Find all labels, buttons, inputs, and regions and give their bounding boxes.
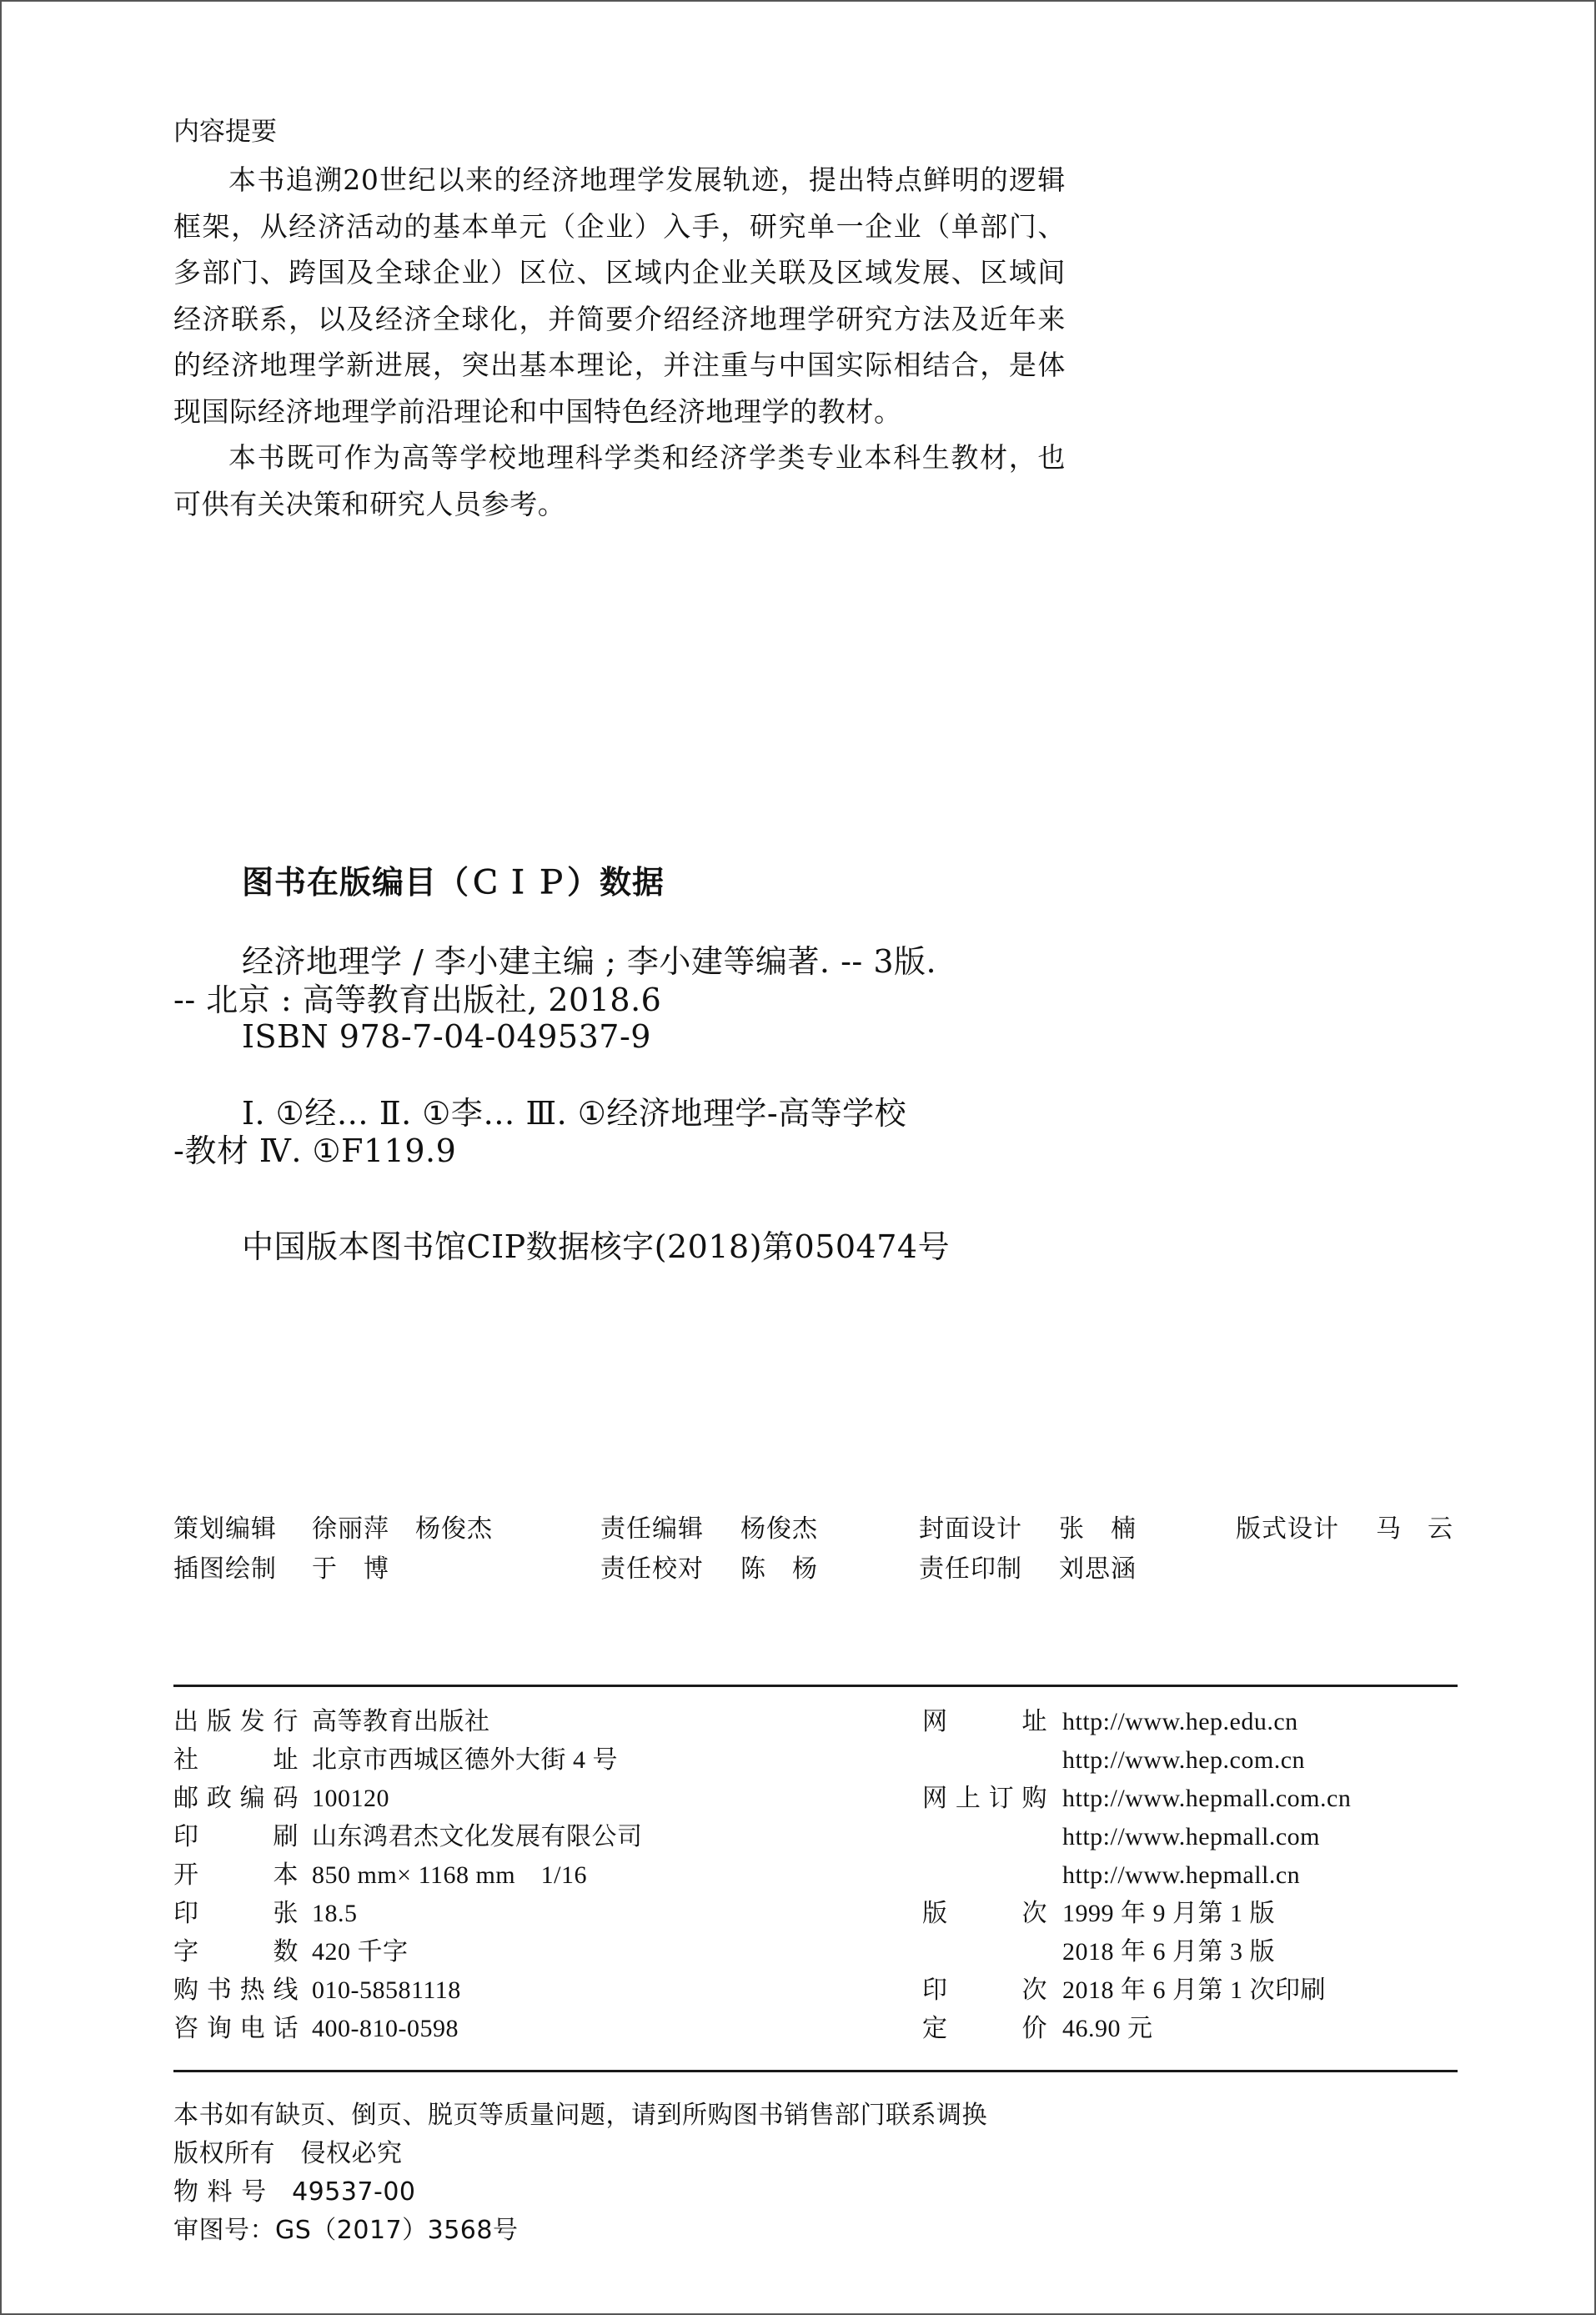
credit-label: 封面设计 xyxy=(919,1514,1022,1544)
pub-left-label xyxy=(173,1782,299,1815)
divider xyxy=(173,2070,1458,2072)
pub-left-value: 100120 xyxy=(312,1785,389,1812)
pub-left-label-char: 书 xyxy=(206,1976,233,2005)
material-number: 物 料 号 49537-00 xyxy=(173,2177,416,2207)
credit-label: 策划编辑 xyxy=(173,1514,277,1544)
credit-value: 杨俊杰 xyxy=(740,1514,818,1544)
pub-left-label-char: 张 xyxy=(273,1899,299,1928)
pub-left-label-char: 刷 xyxy=(273,1822,299,1851)
pub-right-value: 1999 年 9 月第 1 版 xyxy=(1062,1900,1275,1927)
pub-left-label-char: 电 xyxy=(239,2014,266,2043)
pub-left-label xyxy=(173,2012,299,2046)
pub-right-label-char: 版 xyxy=(922,1899,948,1928)
pub-right-value: http://www.hepmall.com xyxy=(1062,1823,1321,1850)
abstract-paragraph: 本书追溯20世纪以来的经济地理学发展轨迹，提出特点鲜明的逻辑框架，从经济活动的基本单元（企业）入手，研究单一企业（单部门、多部门、跨国及全球企业）区位、区域内企业关联及区域发展、区域间经济联系，以及经济全球化，并简要介绍经济地理学研究方法及近年来的经济地理学新进展，突出基本理论，并注重与中国实际相结合，是体现国际经济地理学前沿理论和中国特色经济地理学的教材。 xyxy=(173,163,1066,428)
pub-right-label-char: 价 xyxy=(1021,2014,1047,2043)
pub-left-label-char: 开 xyxy=(173,1861,199,1890)
pub-left-label-char: 咨 xyxy=(173,2014,199,2043)
pub-left-label xyxy=(173,1744,299,1777)
pub-left-label xyxy=(173,1936,299,1969)
pub-right-label-char: 次 xyxy=(1021,1976,1047,2005)
pub-left-label-char: 码 xyxy=(273,1784,299,1813)
pub-right-label xyxy=(922,1705,1047,1739)
cip-publisher-line: -- 北京 : 高等教育出版社, 2018.6 xyxy=(173,982,662,1018)
pub-right-value: http://www.hepmall.com.cn xyxy=(1062,1785,1352,1812)
abstract-title: 内容提要 xyxy=(173,117,277,147)
credit-value: 张 楠 xyxy=(1059,1514,1137,1544)
pub-left-value: 18.5 xyxy=(312,1900,358,1927)
pub-left-label-char: 线 xyxy=(273,1976,299,2005)
pub-left-label-char: 版 xyxy=(206,1707,233,1736)
pub-left-label-char: 印 xyxy=(173,1899,199,1928)
pub-right-label-char: 印 xyxy=(922,1976,948,2005)
pub-left-label-char: 购 xyxy=(173,1976,199,2005)
pub-left-label-char: 话 xyxy=(273,2014,299,2043)
pub-left-value: 010-58581118 xyxy=(312,1976,461,2004)
credit-value: 徐丽萍 杨俊杰 xyxy=(312,1514,493,1544)
pub-left-label xyxy=(173,1705,299,1739)
pub-left-value: 北京市西城区德外大街 4 号 xyxy=(312,1746,618,1774)
pub-left-label-char: 热 xyxy=(239,1976,266,2005)
pub-left-label xyxy=(173,1820,299,1854)
pub-right-value: http://www.hep.com.cn xyxy=(1062,1746,1306,1774)
pub-left-label-char: 出 xyxy=(173,1707,199,1736)
pub-right-label-char: 网 xyxy=(922,1707,948,1736)
pub-left-label-char: 询 xyxy=(206,2014,233,2043)
credit-label: 责任校对 xyxy=(600,1554,704,1584)
credit-value: 马 云 xyxy=(1376,1514,1453,1544)
cip-classification-line-2: -教材 Ⅳ. ①F119.9 xyxy=(173,1132,457,1169)
pub-right-value: 46.90 元 xyxy=(1062,2015,1153,2042)
pub-left-label-char: 发 xyxy=(239,1707,266,1736)
pub-left-label xyxy=(173,1974,299,2007)
pub-left-label xyxy=(173,1897,299,1931)
pub-left-label-char: 行 xyxy=(273,1707,299,1736)
pub-right-label-char: 址 xyxy=(1021,1707,1047,1736)
pub-right-label-char: 订 xyxy=(988,1784,1015,1813)
pub-right-label-char: 次 xyxy=(1021,1899,1047,1928)
pub-left-value: 400-810-0598 xyxy=(312,2015,459,2042)
credit-value: 刘思涵 xyxy=(1059,1554,1137,1584)
credit-label: 责任印制 xyxy=(919,1554,1022,1584)
pub-left-label-char: 字 xyxy=(173,1937,199,1966)
pub-left-label-char: 社 xyxy=(173,1745,199,1775)
pub-right-value: 2018 年 6 月第 3 版 xyxy=(1062,1938,1275,1966)
credit-label: 责任编辑 xyxy=(600,1514,704,1544)
cip-verification-number: 中国版本图书馆CIP数据核字(2018)第050474号 xyxy=(242,1228,951,1265)
pub-left-value: 山东鸿君杰文化发展有限公司 xyxy=(312,1823,643,1850)
cip-title: 图书在版编目（ＣＩＰ）数据 xyxy=(242,864,665,901)
pub-left-label xyxy=(173,1859,299,1892)
credit-value: 于 博 xyxy=(312,1554,389,1584)
cip-bibliographic-line: 经济地理学 / 李小建主编 ; 李小建等编著. -- 3版. xyxy=(242,943,937,980)
pub-left-label-char: 址 xyxy=(273,1745,299,1775)
pub-right-label xyxy=(922,1897,1047,1931)
pub-right-label-char: 网 xyxy=(922,1784,948,1813)
pub-left-value: 850 mm× 1168 mm 1/16 xyxy=(312,1861,587,1889)
quality-notice: 本书如有缺页、倒页、脱页等质量问题，请到所购图书销售部门联系调换 xyxy=(173,2101,987,2130)
pub-right-label-char: 定 xyxy=(922,2014,948,2043)
divider xyxy=(173,1685,1458,1687)
abstract-body xyxy=(173,157,1066,527)
pub-right-label xyxy=(922,2012,1047,2046)
credit-value: 陈 杨 xyxy=(740,1554,818,1584)
pub-right-label xyxy=(922,1782,1047,1815)
pub-right-value: http://www.hep.edu.cn xyxy=(1062,1708,1298,1735)
copyright-notice: 版权所有 侵权必究 xyxy=(173,2139,403,2168)
pub-left-value: 420 千字 xyxy=(312,1938,409,1966)
pub-right-value: 2018 年 6 月第 1 次印刷 xyxy=(1062,1976,1326,2004)
pub-left-label-char: 印 xyxy=(173,1822,199,1851)
pub-right-value: http://www.hepmall.cn xyxy=(1062,1861,1301,1889)
pub-right-label xyxy=(922,1974,1047,2007)
pub-left-label-char: 编 xyxy=(239,1784,266,1813)
pub-left-label-char: 数 xyxy=(273,1937,299,1966)
pub-right-label-char: 上 xyxy=(955,1784,981,1813)
pub-left-label-char: 政 xyxy=(206,1784,233,1813)
pub-left-label-char: 邮 xyxy=(173,1784,199,1813)
credit-label: 插图绘制 xyxy=(173,1554,277,1584)
cip-classification-line: Ⅰ. ①经… Ⅱ. ①李… Ⅲ. ①经济地理学-高等学校 xyxy=(242,1095,907,1132)
map-review-number: 审图号：GS（2017）3568号 xyxy=(173,2216,519,2245)
abstract-paragraph: 本书既可作为高等学校地理科学类和经济学类专业本科生教材，也可供有关决策和研究人员参考。 xyxy=(173,441,1066,520)
credit-label: 版式设计 xyxy=(1236,1514,1339,1544)
cip-isbn: ISBN 978-7-04-049537-9 xyxy=(242,1018,651,1055)
pub-left-label-char: 本 xyxy=(273,1861,299,1890)
pub-right-label-char: 购 xyxy=(1021,1784,1047,1813)
pub-left-value: 高等教育出版社 xyxy=(312,1708,490,1735)
